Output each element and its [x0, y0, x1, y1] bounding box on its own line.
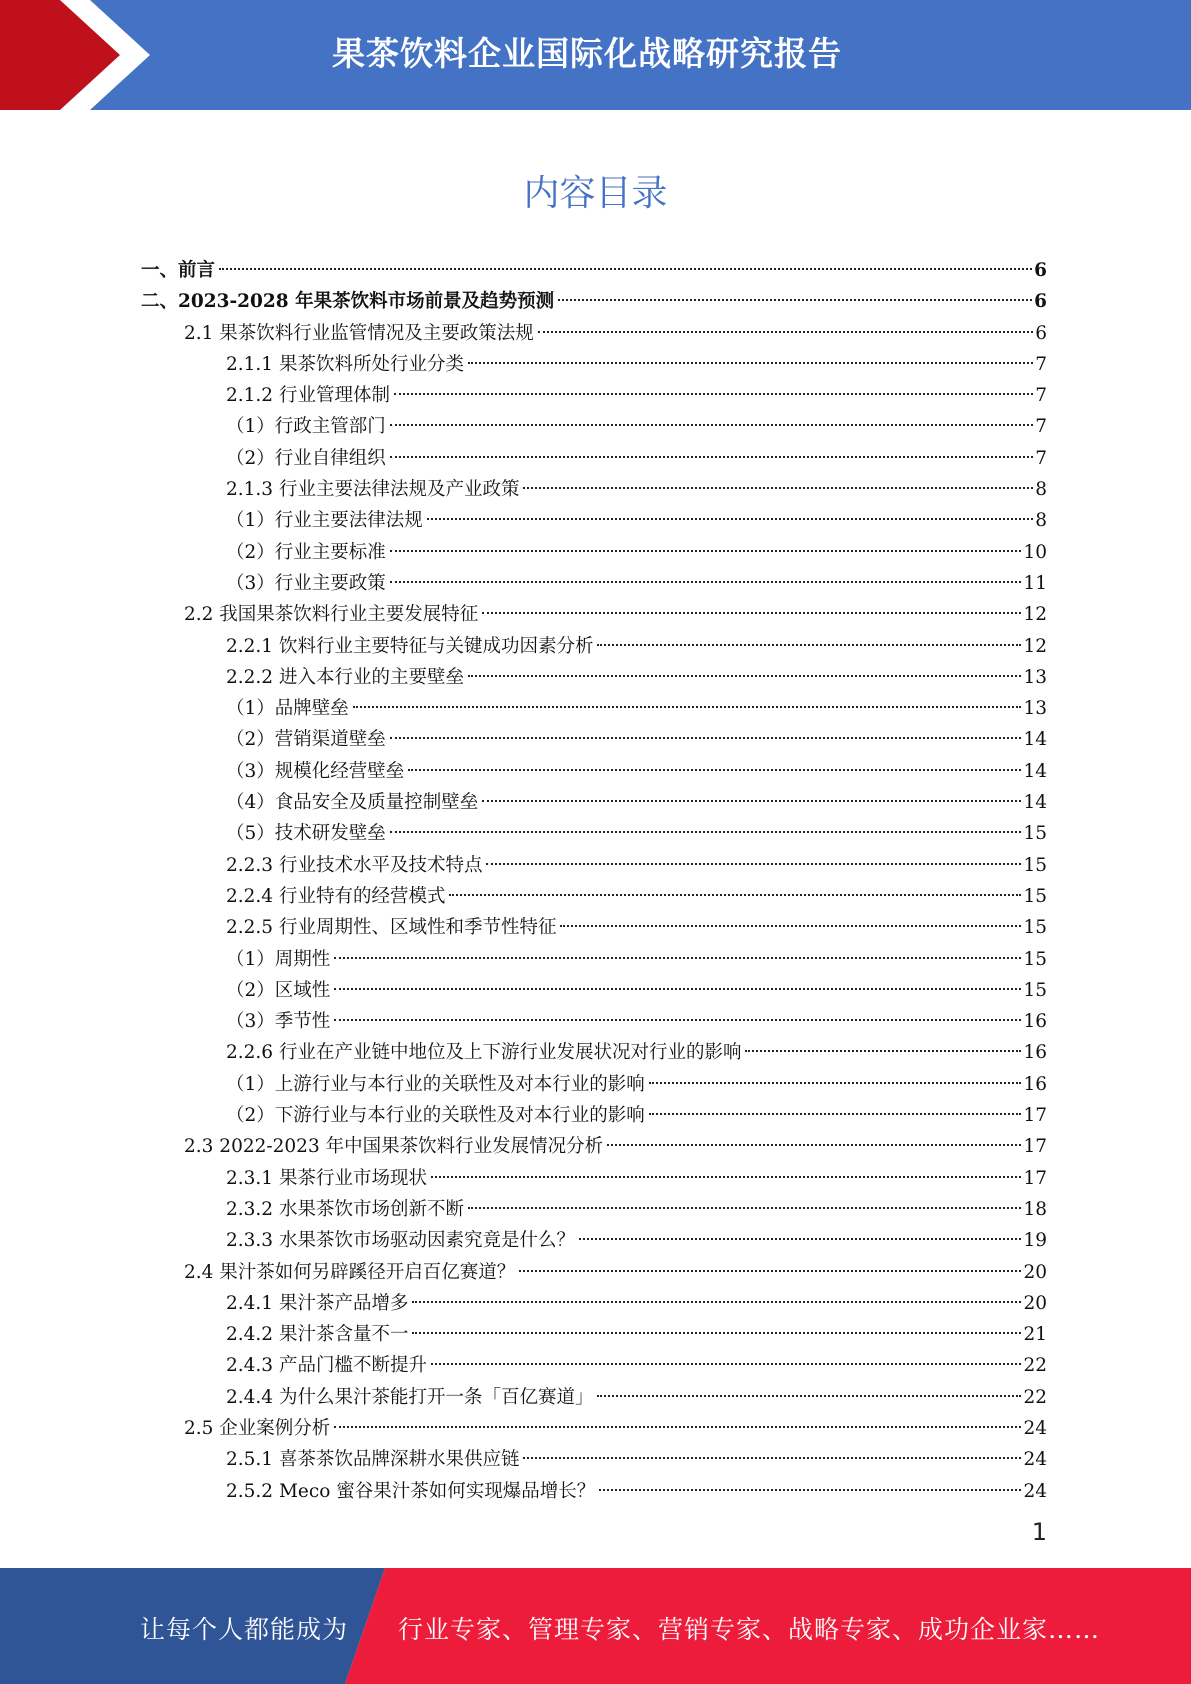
toc-dot-leader [431, 1176, 1021, 1178]
toc-entry-page: 15 [1023, 854, 1047, 876]
toc-entry[interactable] [226, 380, 1191, 411]
toc-entry-title: 2.1.3 行业主要法律法规及产业政策 [226, 479, 520, 501]
toc-entry[interactable] [226, 537, 1191, 568]
toc-entry-page: 16 [1023, 1011, 1047, 1033]
toc-dot-leader [538, 331, 1033, 333]
toc-entry-title: （2）行业主要标准 [226, 541, 386, 563]
toc-entry-title: （5）技术研发壁垒 [226, 823, 386, 845]
toc-entry-title: 2.2.3 行业技术水平及技术特点 [226, 854, 483, 876]
footer-banner [0, 1568, 1191, 1684]
toc-entry-title: 2.2 我国果茶饮料行业主要发展特征 [184, 604, 479, 626]
toc-dot-leader [394, 393, 1033, 395]
toc-entry-title: 2.4.2 果汁茶含量不一 [226, 1324, 409, 1346]
toc-entry[interactable] [141, 255, 1191, 286]
toc-entry[interactable] [226, 756, 1191, 787]
toc-entry-page: 6 [1034, 291, 1047, 313]
toc-entry-title: （1）周期性 [226, 948, 331, 970]
toc-entry-page: 6 [1035, 322, 1047, 344]
toc-entry-page: 16 [1023, 1042, 1047, 1064]
toc-entry-page: 21 [1023, 1324, 1047, 1346]
toc-entry-title: 2.2.1 饮料行业主要特征与关键成功因素分析 [226, 635, 594, 657]
toc-entry-page: 10 [1023, 541, 1047, 563]
toc-entry[interactable] [226, 1288, 1191, 1319]
toc-entry[interactable] [226, 443, 1191, 474]
toc-entry-title: 2.3.2 水果茶饮市场创新不断 [226, 1198, 464, 1220]
toc-entry-page: 17 [1023, 1105, 1047, 1127]
toc-entry-title: 2.3.1 果茶行业市场现状 [226, 1167, 427, 1189]
toc-entry-page: 11 [1023, 572, 1047, 594]
toc-entry-page: 16 [1023, 1073, 1047, 1095]
toc-entry-page: 18 [1023, 1198, 1047, 1220]
toc-dot-leader [468, 362, 1033, 364]
toc-entry-title: 2.1.1 果茶饮料所处行业分类 [226, 353, 464, 375]
toc-list [0, 255, 1191, 1507]
toc-entry[interactable] [226, 631, 1191, 662]
toc-dot-leader [431, 1363, 1021, 1365]
toc-entry-page: 8 [1035, 479, 1047, 501]
toc-entry-title: 2.4 果汁茶如何另辟蹊径开启百亿赛道？ [184, 1261, 516, 1283]
toc-dot-leader [390, 831, 1022, 833]
toc-entry-page: 15 [1023, 917, 1047, 939]
toc-entry-page: 13 [1023, 666, 1047, 688]
toc-dot-leader [597, 644, 1021, 646]
toc-entry-page: 24 [1023, 1449, 1047, 1471]
toc-entry-page: 7 [1035, 447, 1047, 469]
toc-dot-leader [482, 612, 1021, 614]
toc-entry-title: 2.2.2 进入本行业的主要壁垒 [226, 666, 464, 688]
toc-entry-title: （2）下游行业与本行业的关联性及对本行业的影响 [226, 1105, 645, 1127]
page-number: 1 [1031, 1518, 1047, 1546]
toc-entry-page: 15 [1023, 885, 1047, 907]
toc-entry[interactable] [226, 662, 1191, 693]
toc-entry[interactable] [226, 693, 1191, 724]
toc-dot-leader [560, 925, 1021, 927]
toc-dot-leader [482, 800, 1021, 802]
toc-dot-leader [390, 456, 1033, 458]
toc-dot-leader [390, 550, 1022, 552]
toc-entry-page: 8 [1035, 510, 1047, 532]
toc-entry[interactable] [226, 349, 1191, 380]
toc-entry[interactable] [226, 1006, 1191, 1037]
toc-dot-leader [745, 1050, 1021, 1052]
toc-entry[interactable] [226, 1037, 1191, 1068]
toc-entry-title: 2.3 2022-2023 年中国果茶饮料行业发展情况分析 [184, 1136, 604, 1158]
toc-entry-title: （1）上游行业与本行业的关联性及对本行业的影响 [226, 1073, 645, 1095]
toc-entry-page: 14 [1023, 792, 1047, 814]
toc-entry-title: （3）行业主要政策 [226, 572, 386, 594]
toc-entry-title: 2.3.3 水果茶饮市场驱动因素究竟是什么？ [226, 1230, 575, 1252]
toc-entry-page: 6 [1034, 260, 1047, 281]
toc-entry[interactable] [184, 1413, 1191, 1444]
toc-dot-leader [468, 675, 1021, 677]
toc-entry[interactable] [184, 599, 1191, 630]
toc-entry-page: 20 [1023, 1261, 1047, 1283]
toc-entry-title: （2）区域性 [226, 979, 331, 1001]
red-chevron-graphic [0, 0, 160, 110]
toc-entry[interactable] [226, 474, 1191, 505]
toc-dot-leader [649, 1082, 1022, 1084]
toc-dot-leader [607, 1144, 1021, 1146]
toc-entry[interactable] [226, 1069, 1191, 1100]
toc-entry[interactable] [226, 787, 1191, 818]
header-banner [0, 0, 1191, 110]
toc-dot-leader [334, 988, 1021, 990]
toc-dot-leader [558, 299, 1032, 301]
toc-entry-title: （4）食品安全及质量控制壁垒 [226, 792, 479, 814]
toc-dot-leader [649, 1113, 1022, 1115]
toc-entry-page: 17 [1023, 1136, 1047, 1158]
toc-entry-page: 22 [1023, 1355, 1047, 1377]
toc-dot-leader [334, 1426, 1021, 1428]
toc-entry-page: 14 [1023, 760, 1047, 782]
toc-entry[interactable] [226, 505, 1191, 536]
toc-entry-page: 13 [1023, 698, 1047, 720]
toc-entry[interactable] [226, 1350, 1191, 1381]
toc-entry-title: （2）营销渠道壁垒 [226, 729, 386, 751]
toc-entry-title: 2.2.6 行业在产业链中地位及上下游行业发展状况对行业的影响 [226, 1042, 742, 1064]
toc-entry-title: 一、前言 [141, 260, 216, 281]
toc-dot-leader [412, 1332, 1021, 1334]
toc-entry-page: 24 [1023, 1417, 1047, 1439]
toc-entry-page: 7 [1035, 385, 1047, 407]
toc-entry-page: 15 [1023, 948, 1047, 970]
toc-entry-page: 24 [1023, 1480, 1047, 1502]
toc-entry[interactable] [226, 568, 1191, 599]
toc-entry-page: 22 [1023, 1386, 1047, 1408]
toc-entry-title: 2.5.1 喜茶茶饮品牌深耕水果供应链 [226, 1449, 520, 1471]
toc-entry-page: 12 [1023, 635, 1047, 657]
toc-dot-leader [390, 581, 1022, 583]
toc-entry-title: 2.5 企业案例分析 [184, 1417, 331, 1439]
toc-dot-leader [390, 424, 1033, 426]
toc-entry[interactable] [226, 881, 1191, 912]
toc-entry[interactable] [226, 1163, 1191, 1194]
toc-dot-leader [390, 737, 1022, 739]
toc-entry-title: 2.5.2 Meco 蜜谷果汁茶如何实现爆品增长？ [226, 1480, 596, 1502]
report-title: 果茶饮料企业国际化战略研究报告 [332, 34, 842, 73]
toc-dot-leader [408, 769, 1021, 771]
toc-dot-leader [519, 1270, 1021, 1272]
toc-entry-title: 2.1.2 行业管理体制 [226, 385, 390, 407]
toc-entry[interactable] [226, 1319, 1191, 1350]
toc-entry[interactable] [226, 724, 1191, 755]
toc-entry-title: （1）行政主管部门 [226, 416, 386, 438]
toc-dot-leader [412, 1301, 1021, 1303]
toc-entry-page: 19 [1023, 1230, 1047, 1252]
toc-entry[interactable] [226, 1476, 1191, 1507]
toc-entry-page: 15 [1023, 823, 1047, 845]
toc-entry[interactable] [226, 975, 1191, 1006]
footer-slogan-right: 行业专家、管理专家、营销专家、战略专家、成功企业家…… [398, 1615, 1101, 1644]
toc-entry[interactable] [226, 411, 1191, 442]
toc-dot-leader [334, 957, 1021, 959]
toc-entry[interactable] [226, 912, 1191, 943]
toc-entry-title: 2.4.4 为什么果汁茶能打开一条「百亿赛道」 [226, 1386, 594, 1408]
toc-dot-leader [468, 1207, 1021, 1209]
toc-dot-leader [353, 706, 1022, 708]
toc-entry[interactable] [184, 318, 1191, 349]
toc-entry-title: 2.4.3 产品门槛不断提升 [226, 1355, 427, 1377]
toc-dot-leader [523, 1457, 1021, 1459]
toc-entry[interactable] [226, 944, 1191, 975]
toc-entry-title: （3）季节性 [226, 1011, 331, 1033]
toc-entry-title: （3）规模化经营壁垒 [226, 760, 405, 782]
toc-entry[interactable] [184, 1131, 1191, 1162]
toc-dot-leader [449, 894, 1021, 896]
toc-entry-title: 2.4.1 果汁茶产品增多 [226, 1292, 409, 1314]
toc-heading: 内容目录 [523, 173, 668, 214]
toc-entry-page: 17 [1023, 1167, 1047, 1189]
toc-dot-leader [427, 518, 1033, 520]
toc-entry-title: （1）行业主要法律法规 [226, 510, 423, 532]
toc-entry[interactable] [141, 286, 1191, 317]
toc-entry[interactable] [226, 1225, 1191, 1256]
toc-entry[interactable] [226, 1100, 1191, 1131]
toc-entry-page: 7 [1035, 353, 1047, 375]
toc-dot-leader [597, 1395, 1021, 1397]
toc-dot-leader [599, 1489, 1021, 1491]
toc-entry[interactable] [184, 1257, 1191, 1288]
toc-entry-title: 2.2.4 行业特有的经营模式 [226, 885, 446, 907]
toc-entry[interactable] [226, 1382, 1191, 1413]
toc-entry[interactable] [226, 818, 1191, 849]
toc-entry-page: 12 [1023, 604, 1047, 626]
toc-dot-leader [579, 1238, 1021, 1240]
toc-entry[interactable] [226, 850, 1191, 881]
toc-entry-title: 2.1 果茶饮料行业监管情况及主要政策法规 [184, 322, 534, 344]
toc-entry-title: （1）品牌壁垒 [226, 698, 349, 720]
toc-entry-page: 14 [1023, 729, 1047, 751]
toc-entry-page: 20 [1023, 1292, 1047, 1314]
toc-entry[interactable] [226, 1194, 1191, 1225]
toc-entry-page: 15 [1023, 979, 1047, 1001]
toc-entry-title: （2）行业自律组织 [226, 447, 386, 469]
toc-dot-leader [486, 863, 1021, 865]
toc-entry-title: 二、2023-2028 年果茶饮料市场前景及趋势预测 [141, 291, 555, 313]
toc-dot-leader [334, 1019, 1021, 1021]
toc-entry-title: 2.2.5 行业周期性、区域性和季节性特征 [226, 917, 557, 939]
toc-dot-leader [523, 487, 1033, 489]
toc-entry-page: 7 [1035, 416, 1047, 438]
footer-slogan-left: 让每个人都能成为 [140, 1615, 349, 1644]
toc-entry[interactable] [226, 1444, 1191, 1475]
toc-dot-leader [219, 268, 1032, 270]
